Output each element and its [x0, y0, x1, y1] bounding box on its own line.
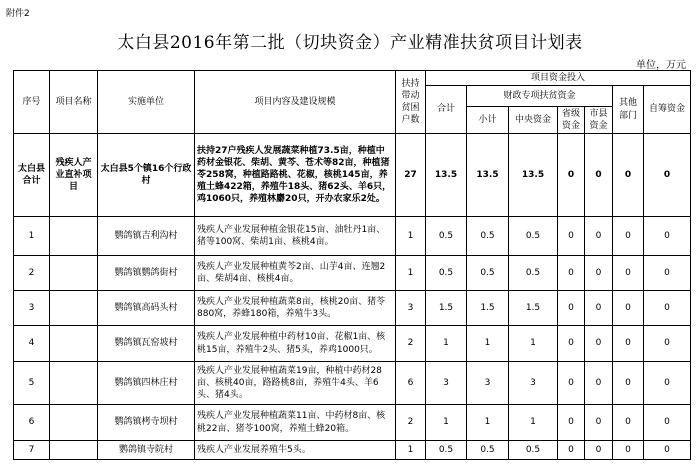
header-subtotal: 小计	[467, 107, 509, 134]
cell-seq: 3	[14, 291, 50, 326]
cell-total: 1	[426, 405, 467, 441]
header-other: 其他部门	[613, 86, 644, 134]
cell-central: 0.5	[509, 217, 558, 256]
total-subtotal: 13.5	[467, 134, 509, 217]
cell-self: 0	[644, 441, 691, 460]
cell-households: 2	[396, 326, 426, 362]
cell-province: 0	[558, 362, 585, 405]
cell-content: 残疾人产业发展种植黄芩2亩、山芋4亩、连翘2亩、柴胡4亩、核桃4亩。	[195, 256, 396, 291]
cell-other: 0	[613, 362, 644, 405]
cell-central: 1	[509, 326, 558, 362]
table-row	[14, 256, 691, 291]
cell-self: 0	[644, 326, 691, 362]
cell-content: 残疾人产业发展种植金银花15亩、油牡丹1亩、猪等100窝、柴胡1亩、核桃4亩。	[195, 217, 396, 256]
cell-org: 鹦鸽镇高码头村	[98, 291, 195, 326]
cell-content: 残疾人产业发展养殖牛5头。	[195, 441, 396, 460]
cell-city: 0	[585, 217, 613, 256]
cell-subtotal: 3	[467, 362, 509, 405]
cell-org: 鹦鸽镇栲寺坝村	[98, 405, 195, 441]
cell-city: 0	[585, 405, 613, 441]
cell-total: 1	[426, 326, 467, 362]
header-content: 项目内容及建设规模	[195, 71, 396, 134]
cell-subtotal: 0.5	[467, 441, 509, 460]
cell-households: 2	[396, 405, 426, 441]
header-city: 市县资金	[585, 107, 613, 134]
cell-subtotal: 0.5	[467, 217, 509, 256]
table-row	[14, 362, 691, 405]
cell-name	[50, 405, 98, 441]
cell-central: 3	[509, 362, 558, 405]
cell-city: 0	[585, 256, 613, 291]
cell-subtotal: 1.5	[467, 291, 509, 326]
header-self: 自筹资金	[644, 86, 691, 134]
cell-org: 鹦鸽镇寺院村	[98, 441, 195, 460]
cell-province: 0	[558, 291, 585, 326]
cell-self: 0	[644, 362, 691, 405]
total-row	[14, 134, 691, 217]
cell-other: 0	[613, 405, 644, 441]
cell-province: 0	[558, 256, 585, 291]
cell-other: 0	[613, 256, 644, 291]
total-content: 扶持27户残疾人发展蔬菜种植73.5亩，种植中药材金银花、柴胡、黄芩、苍术等82亩，种植猪苓258窝，种植路路桃、花椒，核桃145亩，养殖土蜂422箱，养殖牛18头、猪62头、羊6只，鸡1060只，养殖林麝20只，开办农家乐2处。	[195, 134, 396, 217]
cell-seq: 4	[14, 326, 50, 362]
cell-province: 0	[558, 326, 585, 362]
cell-org: 鹦鸽镇瓦窑坡村	[98, 326, 195, 362]
header-fiscal: 财政专项扶贫资金	[467, 86, 613, 107]
total-org: 太白县5个镇16个行政村	[98, 134, 195, 217]
cell-content: 残疾人产业发展种植蔬菜11亩、中药材8亩、核桃22亩、猪苓100窝，养殖土蜂20箱。	[195, 405, 396, 441]
table-row	[14, 405, 691, 441]
cell-other: 0	[613, 217, 644, 256]
cell-other: 0	[613, 291, 644, 326]
total-seq: 太白县合计	[14, 134, 50, 217]
header-households: 扶持带动贫困户数	[396, 71, 426, 134]
unit-label: 单位，万元	[636, 60, 686, 71]
table-row	[14, 217, 691, 256]
cell-content: 残疾人产业发展种植蔬菜8亩，核桃20亩、猪苓880窝，养蜂180箱，养殖牛3头。	[195, 291, 396, 326]
cell-central: 0.5	[509, 256, 558, 291]
cell-total: 3	[426, 362, 467, 405]
cell-name	[50, 441, 98, 460]
cell-subtotal: 0.5	[467, 256, 509, 291]
page-title: 太白县2016年第二批（切块资金）产业精准扶贫项目计划表	[117, 33, 583, 53]
header-org: 实施单位	[98, 71, 195, 134]
header-province: 省级资金	[558, 107, 585, 134]
header-total: 合计	[426, 86, 467, 134]
total-city: 0	[585, 134, 613, 217]
cell-city: 0	[585, 441, 613, 460]
cell-city: 0	[585, 291, 613, 326]
cell-self: 0	[644, 256, 691, 291]
cell-self: 0	[644, 405, 691, 441]
header-seq: 序号	[14, 71, 50, 134]
total-central: 13.5	[509, 134, 558, 217]
cell-name	[50, 291, 98, 326]
total-province: 0	[558, 134, 585, 217]
cell-self: 0	[644, 217, 691, 256]
total-self: 0	[644, 134, 691, 217]
cell-name	[50, 326, 98, 362]
cell-seq: 5	[14, 362, 50, 405]
total-name: 残疾人产业直补项目	[50, 134, 98, 217]
project-plan-table	[13, 70, 691, 460]
table-row	[14, 326, 691, 362]
cell-central: 0.5	[509, 441, 558, 460]
cell-name	[50, 256, 98, 291]
cell-total: 0.5	[426, 441, 467, 460]
header-name: 项目名称	[50, 71, 98, 134]
header-central: 中央资金	[509, 107, 558, 134]
cell-subtotal: 1	[467, 326, 509, 362]
header-investment: 项目资金投入	[426, 71, 691, 86]
cell-households: 1	[396, 256, 426, 291]
total-households: 27	[396, 134, 426, 217]
cell-org: 鹦鸽镇吉利沟村	[98, 217, 195, 256]
cell-households: 3	[396, 291, 426, 326]
cell-province: 0	[558, 217, 585, 256]
cell-households: 6	[396, 362, 426, 405]
cell-province: 0	[558, 441, 585, 460]
cell-central: 1.5	[509, 291, 558, 326]
cell-households: 1	[396, 441, 426, 460]
cell-central: 1	[509, 405, 558, 441]
cell-total: 1.5	[426, 291, 467, 326]
cell-org: 鹦鸽镇鹦鸽街村	[98, 256, 195, 291]
table-row	[14, 441, 691, 460]
cell-org: 鹦鸽镇四林庄村	[98, 362, 195, 405]
cell-seq: 2	[14, 256, 50, 291]
cell-subtotal: 1	[467, 405, 509, 441]
cell-content: 残疾人产业发展种植中药材10亩、花椒1亩、核桃15亩，养殖牛2头、猪5头，养鸡1000只。	[195, 326, 396, 362]
cell-province: 0	[558, 405, 585, 441]
cell-total: 0.5	[426, 217, 467, 256]
cell-seq: 7	[14, 441, 50, 460]
cell-city: 0	[585, 362, 613, 405]
cell-other: 0	[613, 441, 644, 460]
cell-total: 0.5	[426, 256, 467, 291]
cell-content: 残疾人产业发展种植蔬菜19亩，种植中药材28亩、核桃40亩，路路桃8亩，养殖牛4头、羊6头、猪4头。	[195, 362, 396, 405]
cell-self: 0	[644, 291, 691, 326]
table-row	[14, 291, 691, 326]
attachment-label: 附件2	[6, 9, 30, 19]
cell-city: 0	[585, 326, 613, 362]
cell-seq: 6	[14, 405, 50, 441]
cell-name	[50, 362, 98, 405]
cell-name	[50, 217, 98, 256]
total-total: 13.5	[426, 134, 467, 217]
cell-households: 1	[396, 217, 426, 256]
total-other: 0	[613, 134, 644, 217]
cell-other: 0	[613, 326, 644, 362]
cell-seq: 1	[14, 217, 50, 256]
